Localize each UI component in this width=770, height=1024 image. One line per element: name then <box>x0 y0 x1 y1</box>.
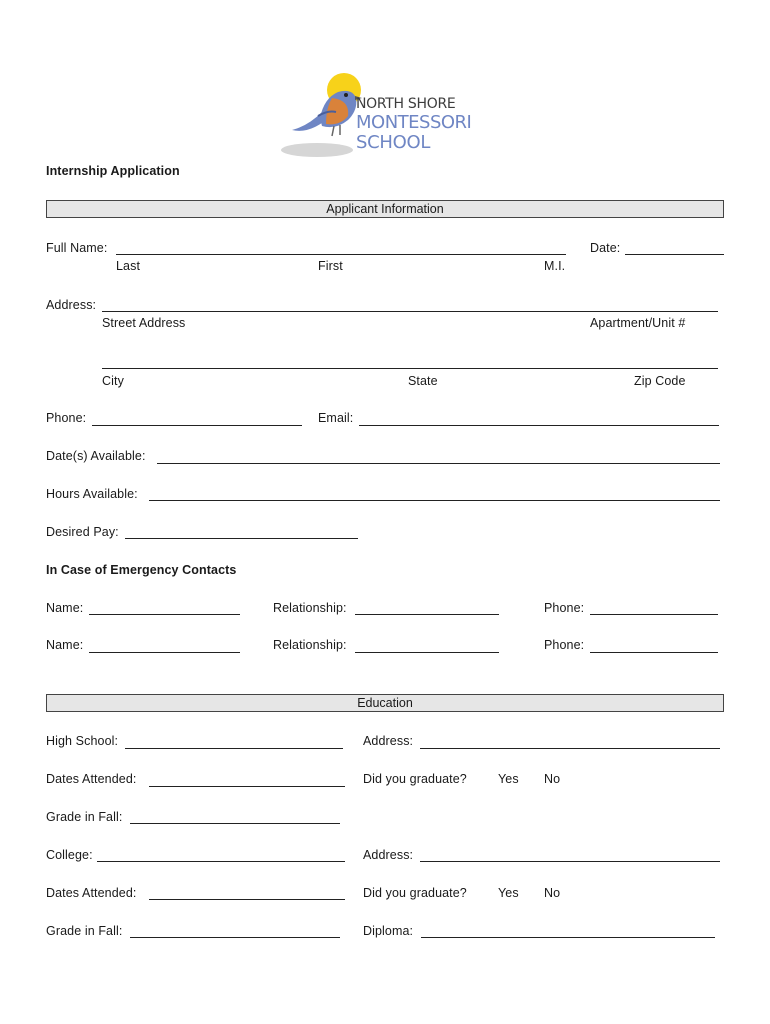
emergency-name-label-1: Name: <box>46 601 84 615</box>
college-dates-attended-input[interactable] <box>149 899 345 900</box>
high-school-label: High School: <box>46 734 119 748</box>
emergency-phone-input-1[interactable] <box>590 614 718 615</box>
hours-available-label: Hours Available: <box>46 487 138 501</box>
city-caption: City <box>102 374 124 388</box>
zip-caption: Zip Code <box>634 374 686 388</box>
hs-graduate-no[interactable]: No <box>544 772 561 786</box>
emergency-phone-label-2: Phone: <box>544 638 585 652</box>
college-graduate-yes[interactable]: Yes <box>498 886 519 900</box>
college-grade-input[interactable] <box>130 937 340 938</box>
logo-line3: SCHOOL <box>356 132 431 153</box>
college-grade-label: Grade in Fall: <box>46 924 123 938</box>
full-name-label: Full Name: <box>46 241 108 255</box>
hs-grade-input[interactable] <box>130 823 340 824</box>
state-caption: State <box>408 374 438 388</box>
high-school-input[interactable] <box>125 748 343 749</box>
emergency-phone-input-2[interactable] <box>590 652 718 653</box>
school-logo <box>262 68 492 160</box>
college-label: College: <box>46 848 93 862</box>
desired-pay-input[interactable] <box>125 538 358 539</box>
college-address-input[interactable] <box>420 861 720 862</box>
phone-input[interactable] <box>92 425 302 426</box>
emergency-name-input-1[interactable] <box>89 614 240 615</box>
date-input[interactable] <box>625 254 724 255</box>
last-name-caption: Last <box>116 259 141 273</box>
street-address-caption: Street Address <box>102 316 186 330</box>
hours-available-input[interactable] <box>149 500 720 501</box>
emergency-relationship-input-1[interactable] <box>355 614 499 615</box>
diploma-input[interactable] <box>421 937 715 938</box>
emergency-relationship-label-1: Relationship: <box>273 601 347 615</box>
college-graduate-no[interactable]: No <box>544 886 561 900</box>
apartment-caption: Apartment/Unit # <box>590 316 686 330</box>
college-address-label: Address: <box>363 848 414 862</box>
street-address-input[interactable] <box>102 311 718 312</box>
emergency-title: In Case of Emergency Contacts <box>46 563 237 577</box>
middle-initial-caption: M.I. <box>544 259 566 273</box>
desired-pay-label: Desired Pay: <box>46 525 119 539</box>
dates-available-input[interactable] <box>157 463 720 464</box>
hs-grade-label: Grade in Fall: <box>46 810 123 824</box>
hs-graduate-yes[interactable]: Yes <box>498 772 519 786</box>
diploma-label: Diploma: <box>363 924 414 938</box>
applicant-section-header: Applicant Information <box>46 200 724 218</box>
full-name-input[interactable] <box>116 254 566 255</box>
emergency-name-label-2: Name: <box>46 638 84 652</box>
emergency-relationship-label-2: Relationship: <box>273 638 347 652</box>
college-graduate-label: Did you graduate? <box>363 886 467 900</box>
date-label: Date: <box>590 241 621 255</box>
college-dates-attended-label: Dates Attended: <box>46 886 137 900</box>
hs-dates-attended-input[interactable] <box>149 786 345 787</box>
email-input[interactable] <box>359 425 719 426</box>
college-input[interactable] <box>97 861 345 862</box>
logo-line1: NORTH SHORE <box>356 96 456 112</box>
address-label: Address: <box>46 298 97 312</box>
emergency-name-input-2[interactable] <box>89 652 240 653</box>
logo-line2: MONTESSORI <box>356 112 472 133</box>
education-section-header: Education <box>46 694 724 712</box>
emergency-phone-label-1: Phone: <box>544 601 585 615</box>
dates-available-label: Date(s) Available: <box>46 449 146 463</box>
high-school-address-input[interactable] <box>420 748 720 749</box>
first-name-caption: First <box>318 259 343 273</box>
hs-graduate-label: Did you graduate? <box>363 772 467 786</box>
emergency-relationship-input-2[interactable] <box>355 652 499 653</box>
phone-label: Phone: <box>46 411 87 425</box>
city-state-zip-input[interactable] <box>102 368 718 369</box>
hs-dates-attended-label: Dates Attended: <box>46 772 137 786</box>
high-school-address-label: Address: <box>363 734 414 748</box>
form-title: Internship Application <box>46 164 180 178</box>
email-label: Email: <box>318 411 354 425</box>
